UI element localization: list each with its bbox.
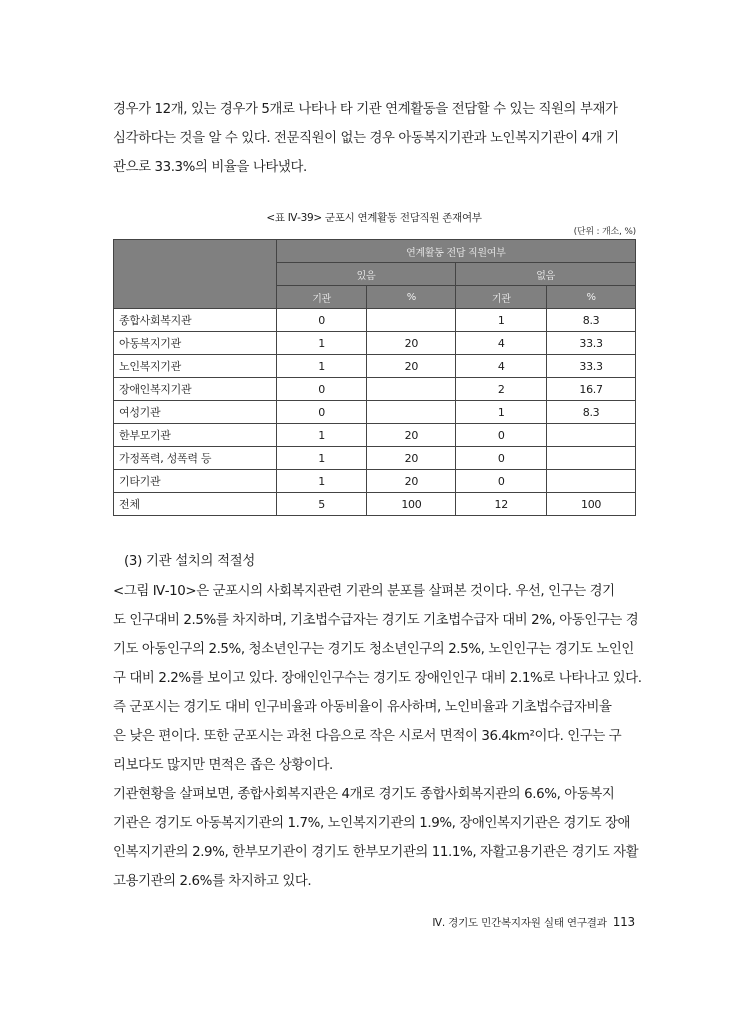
yes-count-cell: 1: [276, 332, 367, 355]
row-label-cell: 전체: [114, 493, 277, 516]
header-yes: 있음: [276, 263, 456, 286]
no-count-cell: 1: [456, 309, 547, 332]
corner-header-cell: [114, 240, 277, 309]
text-line: 관으로 33.3%의 비율을 나타냈다.: [113, 160, 307, 175]
running-title: Ⅳ. 경기도 민간복지자원 실태 연구결과: [432, 917, 607, 929]
table-row: [114, 309, 636, 332]
row-label-cell: 가정폭력, 성폭력 등: [114, 447, 277, 470]
no-count-cell: 2: [456, 378, 547, 401]
sub-header-yes-percent: %: [367, 286, 456, 309]
yes-percent-cell: 20: [367, 447, 456, 470]
no-count-cell: 0: [456, 470, 547, 493]
text-line: 경우가 12개, 있는 경우가 5개로 나타나 타 기관 연계활동을 전담할 수 있는 직원의 부재가: [113, 102, 618, 117]
table-row: [114, 355, 636, 378]
section-heading: (3) 기관 설치의 적절성: [124, 554, 256, 569]
row-label-cell: 종합사회복지관: [114, 309, 277, 332]
staff-table: [113, 239, 636, 516]
no-percent-cell: [547, 470, 636, 493]
no-percent-cell: 33.3: [547, 332, 636, 355]
table-row: [114, 470, 636, 493]
header-no: 없음: [456, 263, 636, 286]
yes-count-cell: 5: [276, 493, 367, 516]
table-row: [114, 332, 636, 355]
table-row: [114, 401, 636, 424]
text-line: 리보다도 많지만 면적은 좁은 상황이다.: [113, 758, 333, 773]
yes-count-cell: 0: [276, 378, 367, 401]
text-line: <그림 Ⅳ-10>은 군포시의 사회복지관련 기관의 분포를 살펴본 것이다. 우선, 인구는 경기: [113, 584, 615, 599]
sub-header-yes-count: 기관: [276, 286, 367, 309]
row-label-cell: 노인복지기관: [114, 355, 277, 378]
table-caption: <표 Ⅳ-39> 군포시 연계활동 전담직원 존재여부: [266, 212, 482, 224]
header-top: 연계활동 전담 직원여부: [276, 240, 635, 263]
text-line: 구 대비 2.2%를 보이고 있다. 장애인인구수는 경기도 장애인인구 대비 2.1%로 나타나고 있다.: [113, 671, 642, 686]
yes-percent-cell: [367, 401, 456, 424]
yes-count-cell: 1: [276, 355, 367, 378]
text-line: 기관현황을 살펴보면, 종합사회복지관은 4개로 경기도 종합사회복지관의 6.6%, 아동복지: [113, 787, 615, 802]
no-count-cell: 4: [456, 355, 547, 378]
yes-percent-cell: 20: [367, 470, 456, 493]
no-count-cell: 4: [456, 332, 547, 355]
row-label-cell: 아동복지기관: [114, 332, 277, 355]
no-percent-cell: 33.3: [547, 355, 636, 378]
table-row: [114, 493, 636, 516]
yes-percent-cell: 20: [367, 424, 456, 447]
no-percent-cell: 8.3: [547, 309, 636, 332]
no-count-cell: 1: [456, 401, 547, 424]
intro-paragraph: [113, 95, 636, 182]
row-label-cell: 기타기관: [114, 470, 277, 493]
no-percent-cell: 16.7: [547, 378, 636, 401]
no-percent-cell: [547, 424, 636, 447]
table-unit: (단위 : 개소, %): [573, 227, 636, 237]
table-row: [114, 424, 636, 447]
text-line: 도 인구대비 2.5%를 차지하며, 기초법수급자는 경기도 기초법수급자 대비 2%, 아동인구는 경: [113, 613, 639, 628]
text-line: 은 낮은 편이다. 또한 군포시는 과천 다음으로 작은 시로서 면적이 36.4km²이다. 인구는 구: [113, 729, 622, 744]
page-footer: [432, 915, 635, 930]
no-percent-cell: 8.3: [547, 401, 636, 424]
text-line: 심각하다는 것을 알 수 있다. 전문직원이 없는 경우 아동복지기관과 노인복지기관이 4개 기: [113, 131, 619, 146]
table-row: [114, 447, 636, 470]
no-count-cell: 0: [456, 424, 547, 447]
page-number: 113: [612, 915, 635, 929]
yes-count-cell: 1: [276, 424, 367, 447]
yes-count-cell: 1: [276, 447, 367, 470]
no-count-cell: 0: [456, 447, 547, 470]
body-paragraph: [113, 577, 642, 896]
table-row: [114, 378, 636, 401]
row-label-cell: 장애인복지기관: [114, 378, 277, 401]
yes-percent-cell: [367, 309, 456, 332]
yes-percent-cell: [367, 378, 456, 401]
no-percent-cell: [547, 447, 636, 470]
yes-percent-cell: 20: [367, 355, 456, 378]
text-line: 기관은 경기도 아동복지기관의 1.7%, 노인복지기관의 1.9%, 장애인복지기관은 경기도 장애: [113, 816, 631, 831]
sub-header-no-percent: %: [547, 286, 636, 309]
row-label-cell: 한부모기관: [114, 424, 277, 447]
yes-count-cell: 0: [276, 401, 367, 424]
no-percent-cell: 100: [547, 493, 636, 516]
yes-percent-cell: 100: [367, 493, 456, 516]
yes-count-cell: 1: [276, 470, 367, 493]
yes-count-cell: 0: [276, 309, 367, 332]
text-line: 인복지기관의 2.9%, 한부모기관이 경기도 한부모기관의 11.1%, 자활고용기관은 경기도 자활: [113, 845, 639, 860]
table-body: [114, 309, 636, 516]
text-line: 고용기관의 2.6%를 차지하고 있다.: [113, 874, 312, 889]
sub-header-no-count: 기관: [456, 286, 547, 309]
yes-percent-cell: 20: [367, 332, 456, 355]
no-count-cell: 12: [456, 493, 547, 516]
text-line: 기도 아동인구의 2.5%, 청소년인구는 경기도 청소년인구의 2.5%, 노인인구는 경기도 노인인: [113, 642, 634, 657]
row-label-cell: 여성기관: [114, 401, 277, 424]
text-line: 즉 군포시는 경기도 대비 인구비율과 아동비율이 유사하며, 노인비율과 기초법수급자비율: [113, 700, 612, 715]
